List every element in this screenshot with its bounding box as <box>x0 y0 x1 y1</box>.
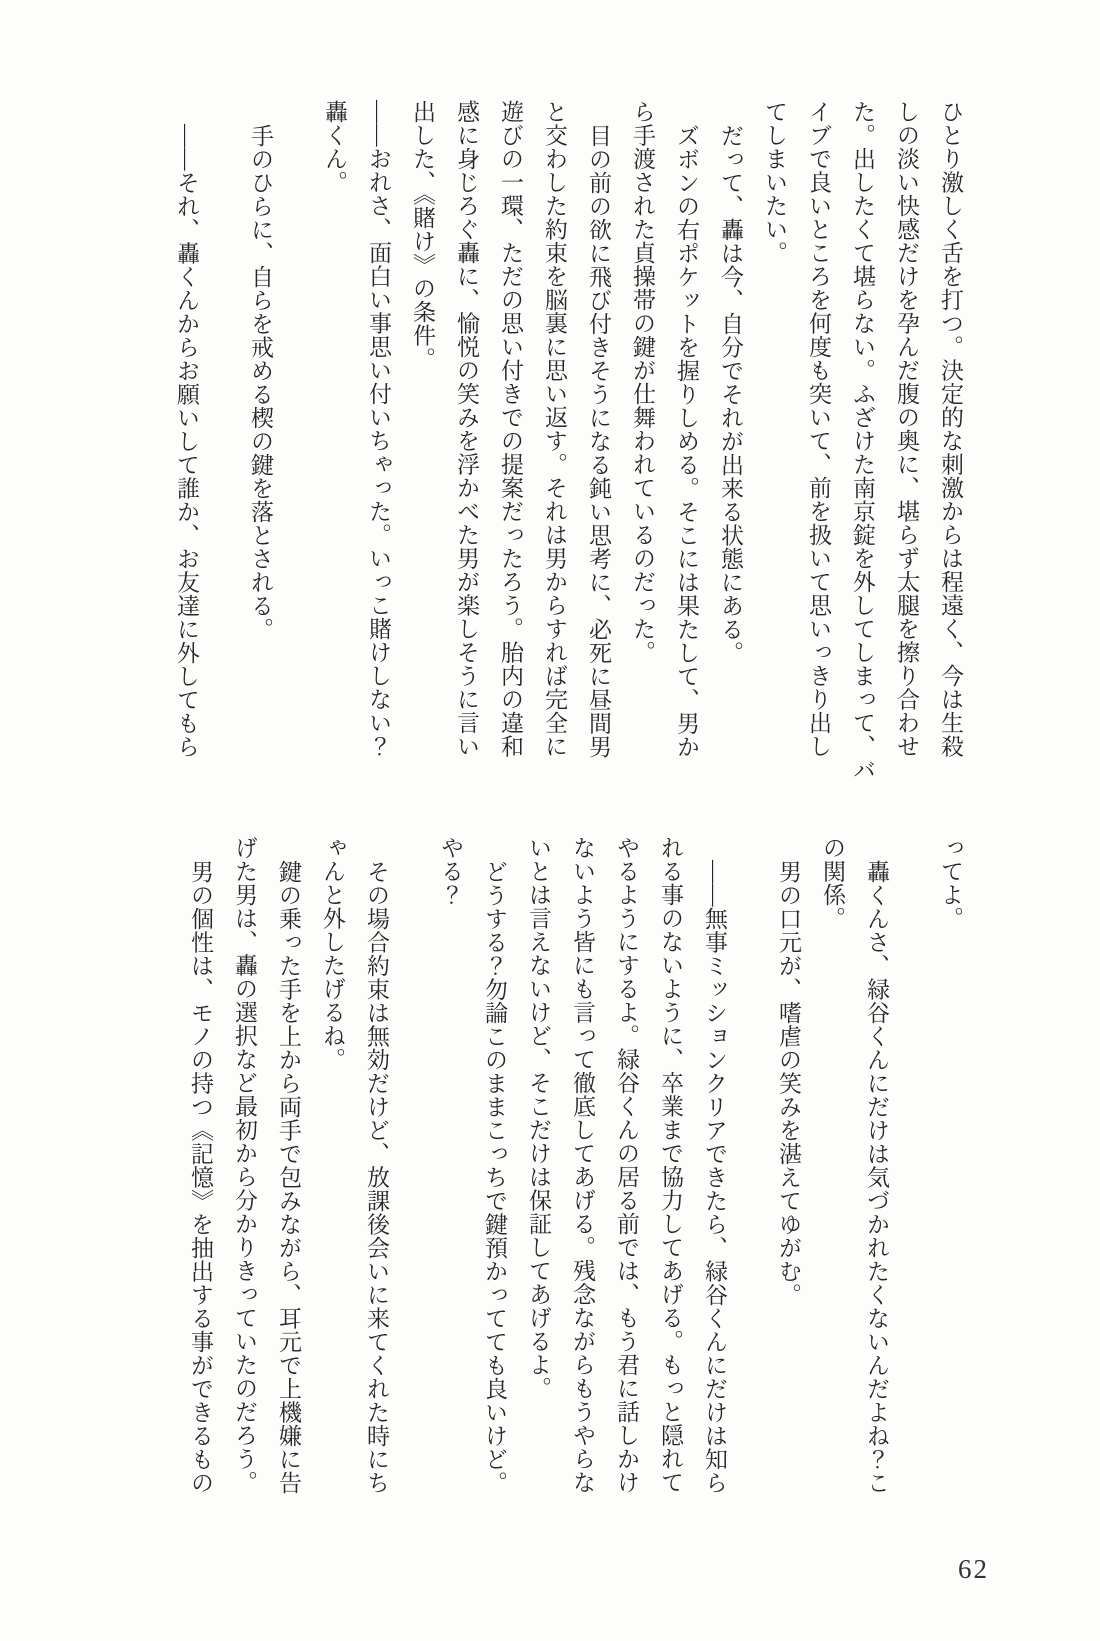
text-line: ゃんと外したげるね。 <box>320 836 345 1071</box>
text-line: 男の個性は、モノの持つ《記憶》を抽出する事ができるもの <box>188 860 213 1495</box>
text-block-bottom <box>178 836 972 1536</box>
text-line: 轟くんさ、緑谷くんにだけは気づかれたくないんだよね？こ <box>864 860 889 1495</box>
text-line: ――無事ミッションクリアできたら、緑谷くんにだけは知ら <box>702 860 727 1495</box>
text-line: ってよ。 <box>938 836 963 930</box>
text-line: 男の口元が、嗜虐の笑みを湛えてゆがむ。 <box>776 860 801 1307</box>
text-line: 鍵の乗った手を上から両手で包みながら、耳元で上機嫌に告 <box>276 860 301 1495</box>
text-line: 手のひらに、自らを戒める楔の鍵を落とされる。 <box>248 124 273 641</box>
text-line: の関係。 <box>820 836 845 930</box>
text-line: た。出したくて堪らない。ふざけた南京錠を外してしまって、バ <box>850 100 875 782</box>
text-line: と交わした約束を脳裏に思い返す。それは男からすれば完全に <box>542 100 567 758</box>
text-line: どうする？勿論このままこっちで鍵預かってても良いけど。 <box>482 860 507 1495</box>
text-line: 轟くん。 <box>322 100 347 194</box>
text-line: れる事のないように、卒業まで協力してあげる。もっと隠れて <box>658 836 683 1494</box>
text-line: ら手渡された貞操帯の鍵が仕舞われているのだった。 <box>630 100 655 664</box>
text-line: ズボンの右ポケットを握りしめる。そこには果たして、男か <box>674 124 699 759</box>
page-number: 62 <box>958 1554 989 1584</box>
text-line: 目の前の欲に飛び付きそうになる鈍い思考に、必死に昼間男 <box>586 124 611 759</box>
text-line: ――それ、轟くんからお願いして誰か、お友達に外してもら <box>174 124 199 759</box>
text-line: しの淡い快感だけを孕んだ腹の奥に、堪らず太腿を擦り合わせ <box>894 100 919 758</box>
text-line: だって、轟は今、自分でそれが出来る状態にある。 <box>718 124 743 665</box>
text-line: ひとり激しく舌を打つ。決定的な刺激からは程遠く、今は生殺 <box>938 100 963 758</box>
text-line: 出した、《賭け》の条件。 <box>410 100 435 371</box>
text-line: やるようにするよ。緑谷くんの居る前では、もう君に話しかけ <box>614 836 639 1494</box>
text-line: 感に身じろぐ轟に、愉悦の笑みを浮かべた男が楽しそうに言い <box>454 100 479 758</box>
text-line: 遊びの一環、ただの思い付きでの提案だったろう。胎内の違和 <box>498 100 523 758</box>
text-line: げた男は、轟の選択など最初から分かりきっていたのだろう。 <box>232 836 257 1494</box>
text-line: いとは言えないけど、そこだけは保証してあげるよ。 <box>526 836 551 1400</box>
text-line: イブで良いところを何度も突いて、前を扱いて思いっきり出し <box>806 100 831 758</box>
text-block-top <box>164 100 972 800</box>
text-line: ないよう皆にも言って徹底してあげる。残念ながらもうやらな <box>570 836 595 1494</box>
text-line: ――おれさ、面白い事思い付いちゃった。いっこ賭けしない？ <box>366 100 391 758</box>
text-line: その場合約束は無効だけど、放課後会いに来てくれた時にち <box>364 860 389 1495</box>
text-line: てしまいたい。 <box>762 100 787 265</box>
text-line: やる？ <box>438 836 463 907</box>
